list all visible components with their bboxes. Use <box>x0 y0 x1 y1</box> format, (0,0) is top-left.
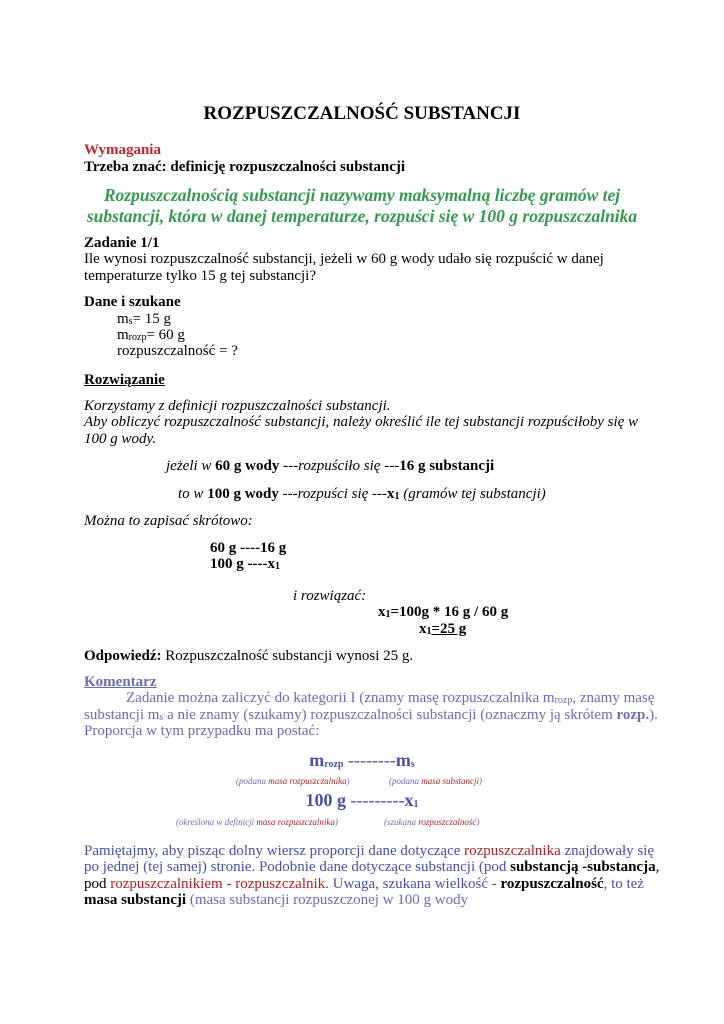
eq2-subscript: 1 <box>426 626 432 637</box>
eq2-x: x <box>419 621 427 637</box>
note-given-substance: (podana masa substancji) <box>389 776 483 786</box>
c2-text-mid: a nie znamy (szukamy) rozpuszczalności substancji (oznaczmy ją skrótem <box>163 707 617 723</box>
row2-x-subscript: 1 <box>394 491 400 502</box>
task-heading: Zadanie 1/1 <box>84 235 160 251</box>
p2-subscript: 1 <box>274 561 280 572</box>
row2-grams: (gramów tej substancji) <box>399 486 546 502</box>
comment-proportion-1 <box>0 750 724 771</box>
task-line-1: Ile wynosi rozpuszczalność substancji, jeżeli w 60 g wody udało się rozpuścić w danej <box>84 251 604 267</box>
prop1-sub-rozp: rozp <box>324 759 344 770</box>
row2-dissolves: ---rozpuści się --- <box>278 486 388 502</box>
row1-water: 60 g wody <box>215 458 280 474</box>
row2-x: x <box>387 486 395 502</box>
row1-substance: 16 g substancji <box>399 458 495 474</box>
solution-intro-3: 100 g wody. <box>84 431 157 447</box>
c2-text: substancji m <box>84 707 160 723</box>
remember-line-3: pod rozpuszczalnikiem - rozpuszczalnik. Uwaga, szukana wielkość - rozpuszczalność, to też <box>84 876 644 892</box>
remember-line-1: Pamiętajmy, aby pisząc dolny wiersz proporcji dane dotyczące rozpuszczalnika znajdowały się <box>84 843 655 859</box>
c2-abbrev: rozp. <box>616 707 650 723</box>
row2-then: to w <box>178 486 208 502</box>
solution-heading: Rozwiązanie <box>84 372 165 388</box>
comment-line-3: Proporcja w tym przypadku ma postać: <box>84 723 320 739</box>
ms-symbol: m <box>117 311 129 327</box>
remember-line-2: po jednej (tej samej) stronie. Podobnie dane dotyczące substancji (pod substancją -substancja, <box>84 859 660 875</box>
definition-line-2: substancji, która w danej temperaturze, rozpuści się w 100 g rozpuszczalnika <box>86 206 638 226</box>
row1-if: jeżeli w <box>166 458 216 474</box>
ms-value: = 15 g <box>132 311 172 327</box>
c1-text: Zadanie można zaliczyć do kategorii I (znamy masę rozpuszczalnika m <box>126 690 555 706</box>
mrozp-value: = 60 g <box>146 327 185 343</box>
prop2-dashes: --------- <box>346 790 405 810</box>
answer <box>84 648 413 665</box>
prop2-x: x <box>404 790 414 810</box>
c2-text-end: ). <box>649 707 658 723</box>
prop1-ms: m <box>395 750 411 770</box>
short-proportion-1: 60 g ----16 g <box>210 540 287 556</box>
solution-intro-1: Korzystamy z definicji rozpuszczalności substancji. <box>84 398 391 414</box>
note-sought-solubility: (szukana rozpuszczalność) <box>384 817 480 827</box>
c2-subscript: s <box>159 712 164 723</box>
mrozp-subscript: rozp <box>128 332 147 343</box>
requirements-heading: Wymagania <box>84 142 161 158</box>
comment-heading: Komentarz <box>84 674 157 690</box>
eq1-rhs: =100g * 16 g / 60 g <box>390 604 509 620</box>
remember-line-4: masa substancji (masa substancji rozpuszczonej w 100 g wody <box>84 892 469 908</box>
note-given-solvent: (podana masa rozpuszczalnika) <box>236 776 350 786</box>
row2-water: 100 g wody <box>207 486 279 502</box>
c1-subscript: rozp <box>554 695 573 706</box>
answer-label: Odpowiedź: <box>84 648 162 664</box>
ms-subscript: s <box>128 316 133 327</box>
solution-intro-2: Aby obliczyć rozpuszczalność substancji, należy określić ile tej substancji rozpuściłoby się w <box>84 414 639 430</box>
page-title: ROZPUSZCZALNOŚĆ SUBSTANCJI <box>203 103 521 124</box>
eq1-subscript: 1 <box>385 609 391 620</box>
comment-proportion-2 <box>0 790 724 811</box>
given-sought: rozpuszczalność = ? <box>117 343 238 359</box>
answer-text: Rozpuszczalność substancji wynosi 25 g. <box>161 648 414 664</box>
proportion-row-2 <box>178 486 546 505</box>
note-defined-solvent: (określona w definicji masa rozpuszczalnika) <box>176 817 338 827</box>
requirements-text: Trzeba znać: definicję rozpuszczalności substancji <box>84 159 406 175</box>
prop1-m: m <box>309 750 325 770</box>
short-proportion-2 <box>210 556 280 575</box>
definition-line-1: Rozpuszczalnością substancji nazywamy maksymalną liczbę gramów tej <box>103 185 621 205</box>
eq1-x: x <box>378 604 386 620</box>
row1-dissolved: ---rozpuściło się --- <box>279 458 400 474</box>
prop2-subscript: 1 <box>413 799 419 810</box>
prop1-dashes: -------- <box>343 750 396 770</box>
task-line-2: temperaturze tylko 15 g tej substancji? <box>84 268 317 284</box>
equation-2 <box>419 621 466 640</box>
eq2-result: =25 g <box>431 621 467 637</box>
proportion-row-1 <box>166 458 494 475</box>
short-form-label: Można to zapisać skrótowo: <box>84 513 253 529</box>
given-heading: Dane i szukane <box>84 294 181 310</box>
prop2-100g: 100 g <box>305 790 347 810</box>
c1-text-end: , znamy masę <box>572 690 655 706</box>
p2-text: 100 g ----x <box>210 556 275 572</box>
prop1-sub-s: s <box>410 759 415 770</box>
solve-label: i rozwiązać: <box>293 588 367 604</box>
mrozp-symbol: m <box>117 327 129 343</box>
